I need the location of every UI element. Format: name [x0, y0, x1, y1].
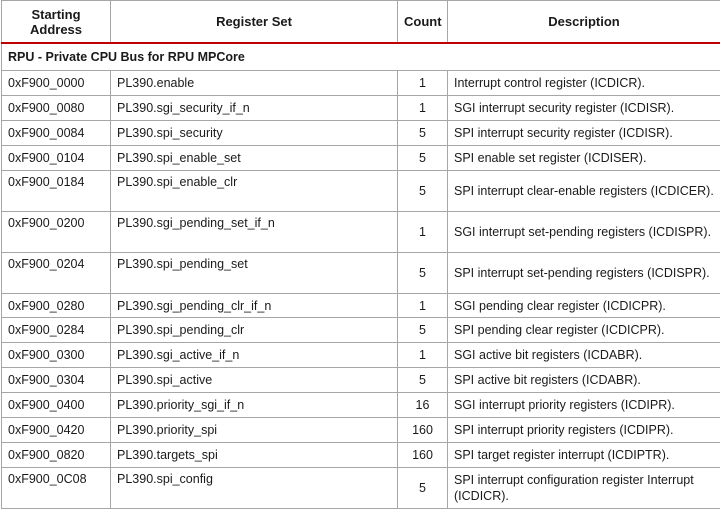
cell-register: PL390.sgi_active_if_n: [111, 343, 398, 368]
cell-count: 16: [398, 393, 448, 418]
table-row: [2, 145, 720, 170]
cell-description: SPI interrupt clear-enable registers (ICDICER).: [448, 170, 720, 211]
cell-count: 1: [398, 343, 448, 368]
cell-address: 0xF900_0200: [2, 211, 111, 252]
table-row: [2, 318, 720, 343]
cell-register: PL390.sgi_pending_clr_if_n: [111, 293, 398, 318]
cell-count: 5: [398, 467, 448, 508]
cell-description: SPI interrupt priority registers (ICDIPR).: [448, 418, 720, 443]
table-row: [2, 343, 720, 368]
cell-description: Interrupt control register (ICDICR).: [448, 71, 720, 96]
cell-register: PL390.priority_spi: [111, 418, 398, 443]
cell-count: 1: [398, 71, 448, 96]
cell-address: 0xF900_0104: [2, 145, 111, 170]
cell-register: PL390.spi_security: [111, 120, 398, 145]
cell-address: 0xF900_0420: [2, 418, 111, 443]
cell-description: SPI target register interrupt (ICDIPTR).: [448, 442, 720, 467]
header-address: Starting Address: [2, 1, 111, 44]
cell-description: SPI pending clear register (ICDICPR).: [448, 318, 720, 343]
table-row: [2, 418, 720, 443]
table-row: [2, 252, 720, 293]
cell-register: PL390.priority_sgi_if_n: [111, 393, 398, 418]
cell-address: 0xF900_0084: [2, 120, 111, 145]
cell-address: 0xF900_0280: [2, 293, 111, 318]
cell-address: 0xF900_0080: [2, 95, 111, 120]
cell-register: PL390.spi_config: [111, 467, 398, 508]
table-row: [2, 170, 720, 211]
cell-register: PL390.spi_enable_clr: [111, 170, 398, 211]
cell-count: 1: [398, 211, 448, 252]
cell-address: 0xF900_0304: [2, 368, 111, 393]
cell-description: SGI interrupt security register (ICDISR).: [448, 95, 720, 120]
cell-count: 5: [398, 252, 448, 293]
cell-address: 0xF900_0300: [2, 343, 111, 368]
cell-address: 0xF900_0820: [2, 442, 111, 467]
cell-description: SPI interrupt security register (ICDISR).: [448, 120, 720, 145]
cell-description: SGI interrupt priority registers (ICDIPR).: [448, 393, 720, 418]
table-row: [2, 120, 720, 145]
cell-register: PL390.spi_enable_set: [111, 145, 398, 170]
cell-count: 5: [398, 368, 448, 393]
table-row: [2, 442, 720, 467]
cell-register: PL390.spi_pending_set: [111, 252, 398, 293]
cell-count: 5: [398, 170, 448, 211]
table-row: [2, 71, 720, 96]
cell-description: SGI pending clear register (ICDICPR).: [448, 293, 720, 318]
cell-count: 1: [398, 293, 448, 318]
cell-register: PL390.spi_pending_clr: [111, 318, 398, 343]
cell-count: 5: [398, 318, 448, 343]
cell-address: 0xF900_0184: [2, 170, 111, 211]
header-count: Count: [398, 1, 448, 44]
cell-register: PL390.enable: [111, 71, 398, 96]
cell-address: 0xF900_0400: [2, 393, 111, 418]
cell-count: 160: [398, 418, 448, 443]
cell-address: 0xF900_0000: [2, 71, 111, 96]
table-row: [2, 393, 720, 418]
section-row: [2, 43, 720, 71]
cell-register: PL390.sgi_security_if_n: [111, 95, 398, 120]
cell-count: 5: [398, 120, 448, 145]
table-row: [2, 95, 720, 120]
table-row: [2, 211, 720, 252]
cell-description: SPI interrupt configuration register Interrupt (ICDICR).: [448, 467, 720, 508]
cell-address: 0xF900_0204: [2, 252, 111, 293]
cell-description: SPI interrupt set-pending registers (ICDISPR).: [448, 252, 720, 293]
header-row: [2, 1, 720, 44]
cell-description: SPI active bit registers (ICDABR).: [448, 368, 720, 393]
header-description: Description: [448, 1, 720, 44]
cell-address: 0xF900_0C08: [2, 467, 111, 508]
cell-description: SGI interrupt set-pending registers (ICDISPR).: [448, 211, 720, 252]
table-row: [2, 467, 720, 508]
header-register-set: Register Set: [111, 1, 398, 44]
table-row: [2, 368, 720, 393]
cell-address: 0xF900_0284: [2, 318, 111, 343]
section-title: RPU - Private CPU Bus for RPU MPCore: [2, 43, 720, 71]
cell-description: SGI active bit registers (ICDABR).: [448, 343, 720, 368]
register-table: [1, 0, 720, 509]
cell-register: PL390.sgi_pending_set_if_n: [111, 211, 398, 252]
table-row: [2, 293, 720, 318]
cell-register: PL390.spi_active: [111, 368, 398, 393]
cell-register: PL390.targets_spi: [111, 442, 398, 467]
cell-count: 1: [398, 95, 448, 120]
cell-count: 160: [398, 442, 448, 467]
cell-description: SPI enable set register (ICDISER).: [448, 145, 720, 170]
cell-count: 5: [398, 145, 448, 170]
